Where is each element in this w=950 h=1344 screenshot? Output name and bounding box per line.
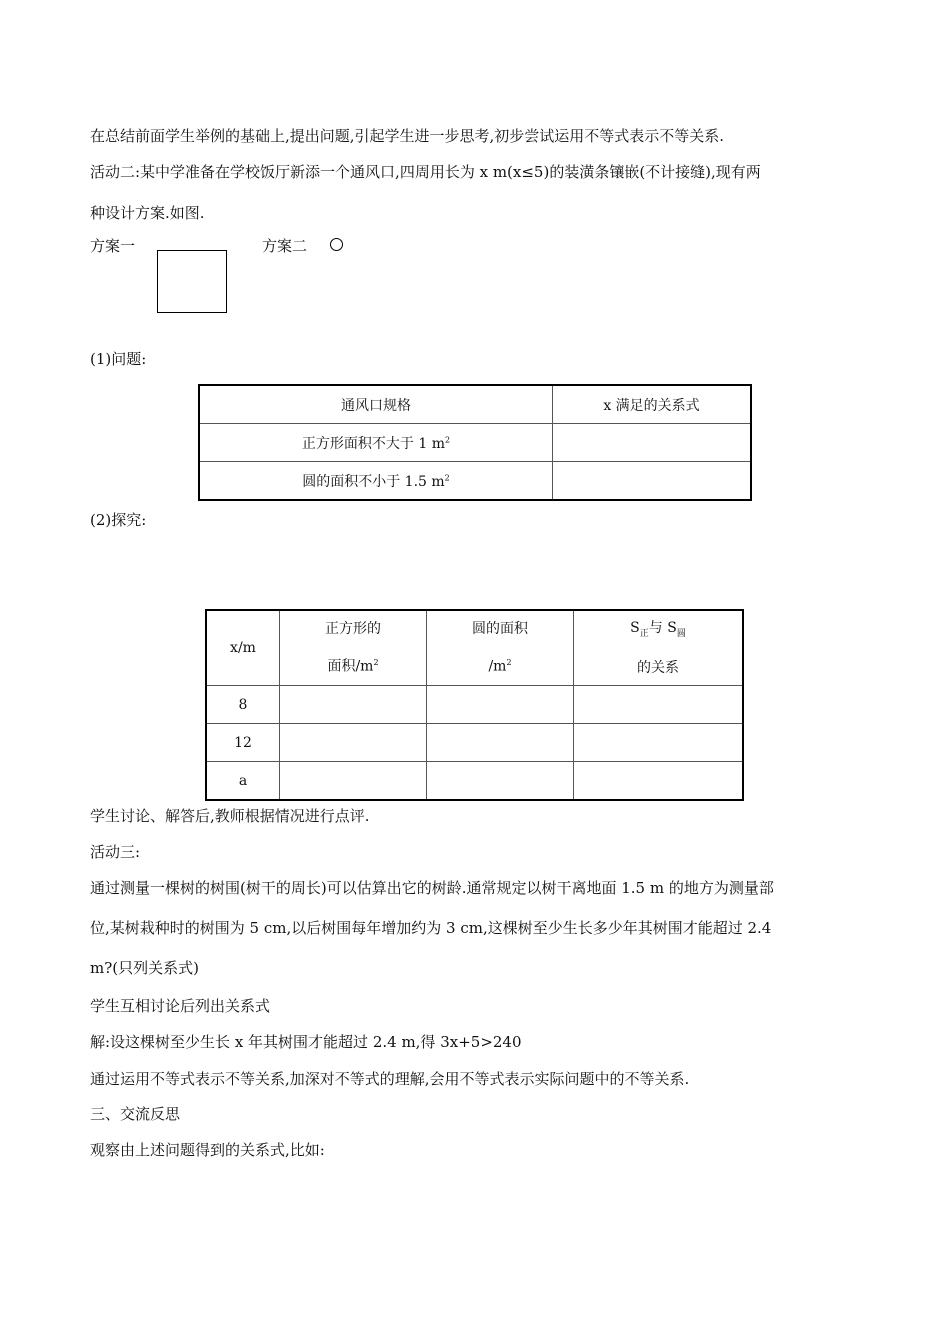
table-header-row (206, 610, 743, 686)
spec-cell: 正方形面积不大于 1 $m^2$ (199, 424, 553, 462)
x-value: 12 (206, 724, 280, 762)
table-row (206, 686, 743, 724)
header-relation: x 满足的关系式 (553, 385, 752, 424)
empty-cell (574, 724, 744, 762)
empty-cell (280, 762, 427, 801)
spec-cell: 圆的面积不小于 1.5 $m^2$ (199, 462, 553, 501)
summary-paragraph: 通过运用不等式表示不等关系,加深对不等式的理解,会用不等式表示实际问题中的不等关系. (90, 1070, 690, 1088)
plan-one-label: 方案一 (90, 237, 136, 255)
header-square-area: 正方形的 面积$/m^2$ (280, 610, 427, 686)
table-row (206, 724, 743, 762)
empty-cell (427, 686, 574, 724)
intro-paragraph: 在总结前面学生举例的基础上,提出问题,引起学生进一步思考,初步尝试运用不等式表示不等关系. (90, 127, 725, 145)
square-figure (157, 250, 227, 313)
empty-cell (427, 724, 574, 762)
circle-figure (330, 238, 343, 251)
table-row (199, 462, 751, 501)
discussion-paragraph: 学生讨论、解答后,教师根据情况进行点评. (90, 807, 370, 825)
student-discussion: 学生互相讨论后列出关系式 (90, 997, 271, 1015)
activity-two-line2: 种设计方案.如图. (90, 204, 205, 222)
empty-cell (280, 724, 427, 762)
empty-cell (574, 686, 744, 724)
table-row (206, 762, 743, 801)
vent-spec-table (198, 384, 752, 501)
header-x: x/m (206, 610, 280, 686)
table-header-row (199, 385, 751, 424)
tree-problem-line3: m?(只列关系式) (90, 959, 199, 977)
header-spec: 通风口规格 (199, 385, 553, 424)
plan-two-label: 方案二 (262, 237, 308, 255)
question-two-label: (2)探究: (90, 511, 147, 529)
tree-problem-line2: 位,某树栽种时的树围为 5 cm,以后树围每年增加约为 3 cm,这棵树至少生长多少年其树围才能超过 2.4 (90, 919, 772, 937)
solution-line: 解:设这棵树至少生长 x 年其树围才能超过 2.4 m,得 3x+5>240 (90, 1033, 522, 1051)
table-row (199, 424, 751, 462)
section-heading-reflection: 三、交流反思 (90, 1105, 181, 1123)
tree-problem-line1: 通过测量一棵树的树围(树干的周长)可以估算出它的树龄.通常规定以树干离地面 1.5 m 的地方为测量部 (90, 879, 774, 897)
x-value: a (206, 762, 280, 801)
observation-line: 观察由上述问题得到的关系式,比如: (90, 1141, 325, 1159)
header-relationship: $S_正$与 $S_圆$ 的关系 (574, 610, 744, 686)
activity-three-heading: 活动三: (90, 843, 141, 861)
relation-cell (553, 424, 752, 462)
empty-cell (574, 762, 744, 801)
header-circle-area: 圆的面积 $/m^2$ (427, 610, 574, 686)
activity-two-line1: 活动二:某中学准备在学校饭厅新添一个通风口,四周用长为 x m(x≤5)的装潢条镶嵌(不计接缝),现有两 (90, 163, 761, 181)
x-value: 8 (206, 686, 280, 724)
relation-cell (553, 462, 752, 501)
explore-table (205, 609, 744, 801)
question-one-label: (1)问题: (90, 350, 147, 368)
empty-cell (427, 762, 574, 801)
empty-cell (280, 686, 427, 724)
